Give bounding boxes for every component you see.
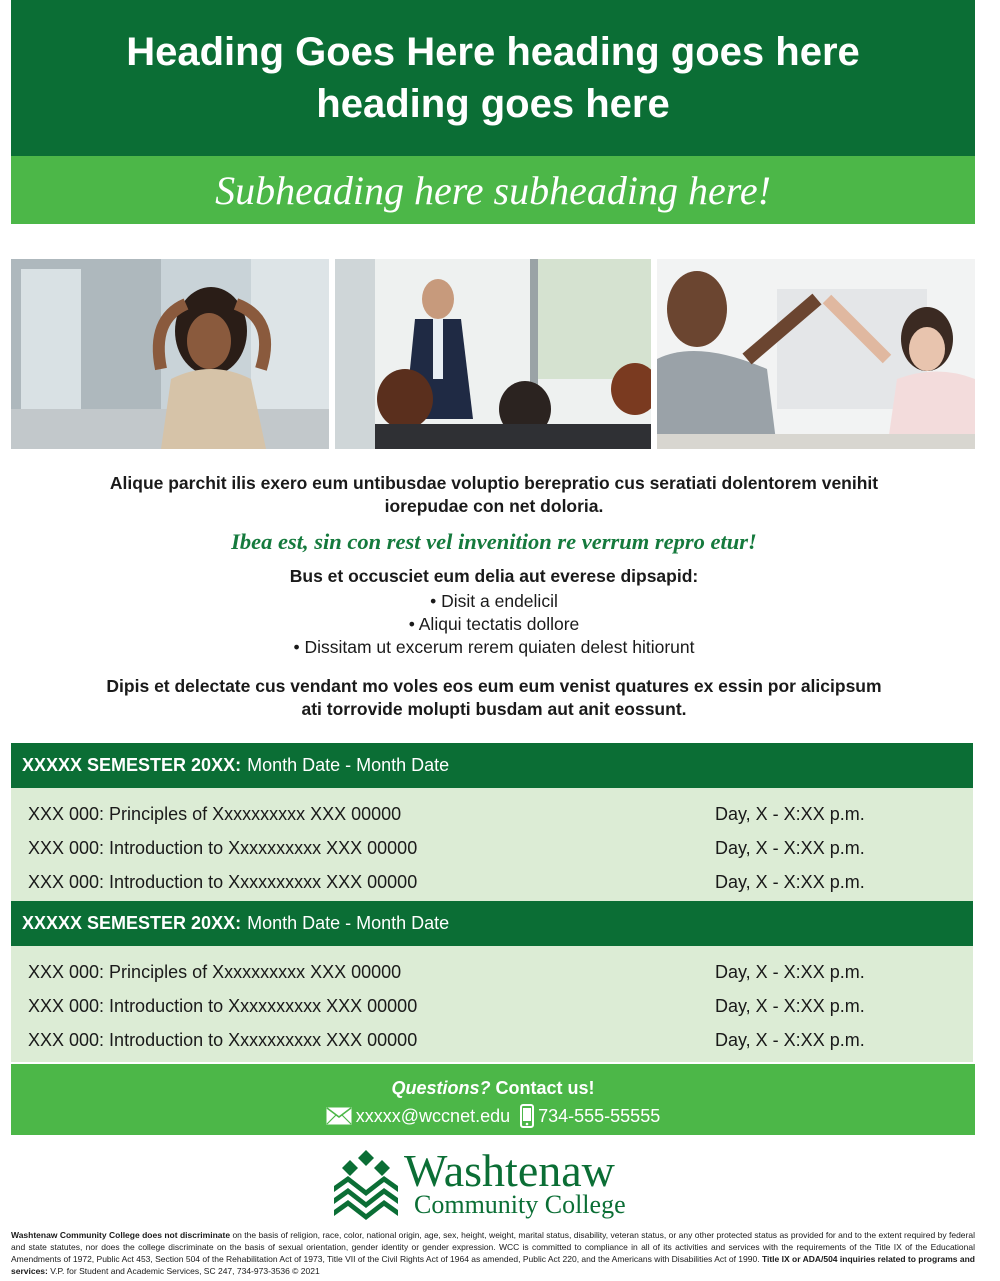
photo-smiling-woman xyxy=(11,259,329,449)
semester-label: XXXXX SEMESTER 20XX: xyxy=(22,755,242,775)
logo-subname: Community College xyxy=(414,1190,626,1219)
closing-text: Dipis et delectate cus vendant mo voles eos eum eum venist quatures ex essin por alicipsum ati torrovide molupti busdam aut anit eossunt. xyxy=(106,676,882,719)
envelope-icon xyxy=(326,1107,352,1125)
bullet-list xyxy=(100,590,888,659)
intro-section xyxy=(100,472,888,721)
course-time: Day, X - X:XX p.m. xyxy=(715,995,865,1016)
course-row xyxy=(11,955,973,989)
disclaimer-body: on the basis of religion, race, color, national origin, age, sex, height, weight, marital status, disability, veteran status, or any other protected status as provided for and to the extent required by federal and state statutes, nor does the college discriminate on the basis of sexual orientation, gender identity or gender expression. WCC is committed to compliance in all of its activities and services with the requirements of the Title IX of the Educational Amendments of 1972, Public Act 453, Section 504 of the Rehabilitation Act of 1973, Title VII of the Civil Rights Act of 1964 as amended, Public Act 220, and the Americans with Disabilities Act of 1990. xyxy=(11,1230,975,1264)
photo-presenter xyxy=(335,259,651,449)
course-row xyxy=(11,865,973,899)
contact-us-label: Contact us! xyxy=(495,1078,595,1098)
course-name: XXX 000: Introduction to Xxxxxxxxxx XXX 00000 xyxy=(28,871,418,892)
disclaimer-title-ix: Title IX or ADA/504 inquiries related to programs and services: xyxy=(11,1254,975,1276)
semester-dates: Month Date - Month Date xyxy=(247,913,450,933)
contact-email[interactable]: xxxxx@wccnet.edu xyxy=(355,1105,511,1126)
contact-details xyxy=(11,1104,975,1128)
course-list xyxy=(11,946,973,1062)
course-name: XXX 000: Principles of Xxxxxxxxxx XXX 00000 xyxy=(28,803,402,824)
bullet-item: • Dissitam ut excerum rerem quiaten delest hitiorunt xyxy=(293,637,695,657)
course-list xyxy=(11,788,973,904)
college-logo xyxy=(330,1146,660,1224)
page-subtitle: Subheading here subheading here! xyxy=(215,167,771,213)
college-logo-mark-icon xyxy=(330,1146,402,1222)
disclaimer xyxy=(11,1229,975,1277)
contact-banner xyxy=(11,1064,975,1135)
header-banner xyxy=(11,0,975,156)
photo-high-five xyxy=(657,259,975,449)
course-row xyxy=(11,989,973,1023)
semester-header xyxy=(11,901,973,946)
semester-block xyxy=(11,901,973,1062)
course-row xyxy=(11,797,973,831)
page-title: Heading Goes Here heading goes here heading goes here xyxy=(126,30,860,126)
bullet-item: • Disit a endelicil xyxy=(430,591,558,611)
course-time: Day, X - X:XX p.m. xyxy=(715,961,865,982)
tagline: Ibea est, sin con rest vel invenition re verrum repro etur! xyxy=(231,529,757,554)
intro-text: Alique parchit ilis exero eum untibusdae voluptio berepratio cus seratiati dolentorem venihit iorepudae con net doloria. xyxy=(109,473,879,516)
contact-phone[interactable]: 734-555-55555 xyxy=(538,1105,661,1126)
course-name: XXX 000: Introduction to Xxxxxxxxxx XXX 00000 xyxy=(28,837,418,858)
logo-name: Washtenaw xyxy=(404,1145,615,1196)
course-time: Day, X - X:XX p.m. xyxy=(715,837,865,858)
course-time: Day, X - X:XX p.m. xyxy=(715,803,865,824)
questions-label: Questions? xyxy=(391,1078,491,1098)
disclaimer-lead: Washtenaw Community College does not discriminate xyxy=(11,1230,231,1240)
subheader-banner xyxy=(11,156,975,224)
list-intro: Bus et occusciet eum delia aut everese dipsapid: xyxy=(289,566,699,586)
contact-title xyxy=(11,1078,975,1099)
course-time: Day, X - X:XX p.m. xyxy=(715,1029,865,1050)
course-time: Day, X - X:XX p.m. xyxy=(715,871,865,892)
semester-header xyxy=(11,743,973,788)
course-name: XXX 000: Introduction to Xxxxxxxxxx XXX 00000 xyxy=(28,995,418,1016)
course-row xyxy=(11,831,973,865)
mobile-phone-icon xyxy=(520,1104,534,1128)
semester-dates: Month Date - Month Date xyxy=(247,755,450,775)
disclaimer-tail: V.P. for Student and Academic Services, SC 247, 734-973-3536 © 2021 xyxy=(47,1266,320,1276)
course-name: XXX 000: Introduction to Xxxxxxxxxx XXX 00000 xyxy=(28,1029,418,1050)
semester-label: XXXXX SEMESTER 20XX: xyxy=(22,913,242,933)
semester-block xyxy=(11,743,973,904)
course-name: XXX 000: Principles of Xxxxxxxxxx XXX 00000 xyxy=(28,961,402,982)
bullet-item: • Aliqui tectatis dollore xyxy=(408,614,580,634)
course-row xyxy=(11,1023,973,1057)
